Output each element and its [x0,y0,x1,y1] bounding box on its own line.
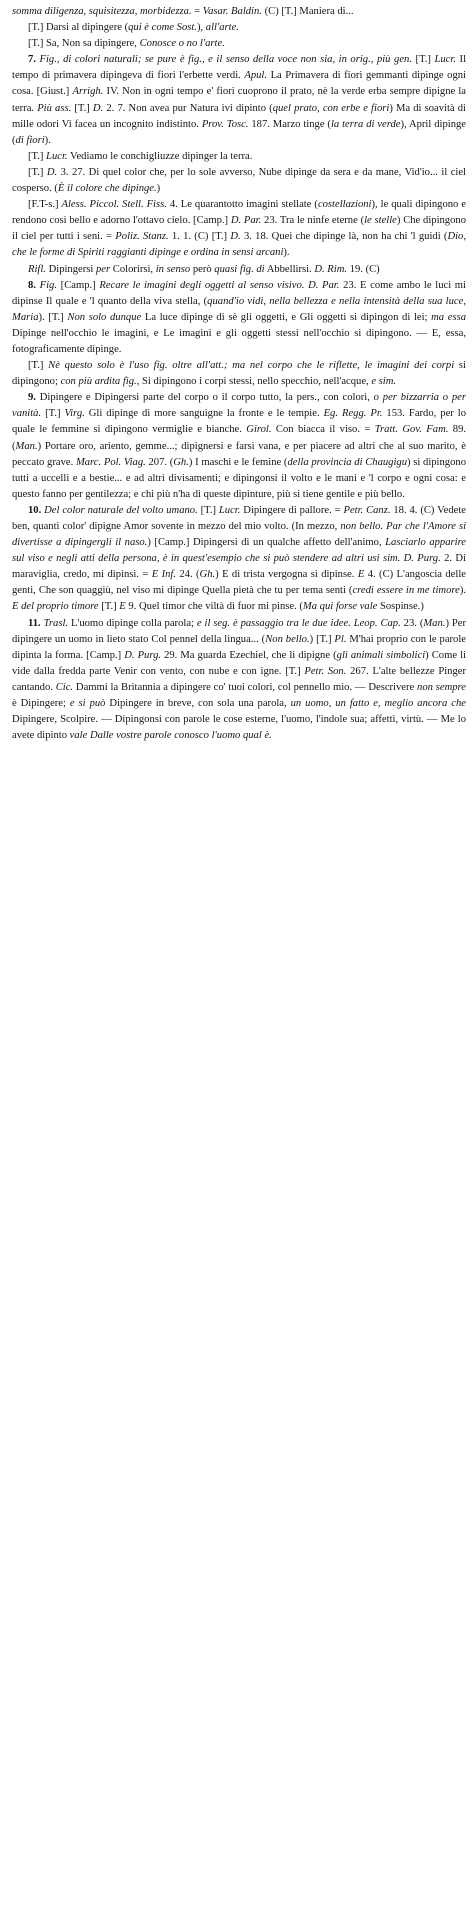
italic-segment: E [357,569,365,581]
paragraph [12,616,466,745]
italic-segment: Lasciarlo apparire sul viso e negli atti della persona, è in quest'esempio che si può stendere ad altri usi sim. D. Purg. [12,537,467,565]
italic-segment: credi essere in me timore [352,585,460,597]
italic-segment: Lucr. [434,54,456,66]
text-segment: ) Portare oro, ariento, gemme...; dipignersi e farsi vana, e per piacere ad altri che al suo marito, è peccato grave. [12,440,466,468]
text-segment: [T.] [98,601,120,613]
paragraph [12,358,466,390]
italic-segment: Virg. [64,408,85,420]
text-segment: Dammi la Britannia a dipingere co' tuoi colori, col pennello mio. — Descrivere [73,681,418,693]
text-segment: Dipingere di pallore. = [240,504,344,516]
text-segment: 24. ( [176,569,200,581]
text-segment: Il tempo di primavera dipingeva di fiori l'erbette verdi. [12,54,467,82]
text-segment: ), le quali dipingono e rendono così bello e adorno l'ottavo cielo. [Camp.] [12,199,467,227]
sense-number: 11. [28,617,41,629]
text-segment: 4. Le quarantotto imagini stellate ( [166,199,318,211]
text-segment: ) Ma di soavità di mille odori Vi facea un incognito indistinto. [12,102,467,130]
text-segment: = [191,6,203,17]
text-segment: ) [Camp.] Dipingersi di un qualche affetto dell'animo, [147,537,386,549]
text-segment: ). [44,134,51,146]
text-segment: (C) [T.] Maniera di... [261,6,354,17]
paragraph [12,20,466,36]
italic-segment: Nè questo solo è l'uso fig. oltre all'att.; ma nel corpo che le riflette, le imagini dei corpi [48,360,455,372]
italic-segment: D. Par. [230,215,262,227]
paragraph [12,149,466,165]
italic-segment: vale Dalle vostre parole conosco l'uomo qual è. [69,730,272,742]
italic-segment: Conosce o no l'arte. [139,38,225,50]
italic-segment: non sempre [417,681,466,693]
text-segment: La Primavera di fiori gemmanti dipinge ogni cosa. [Giust.] [12,70,467,98]
italic-segment: quel prato, con erbe e fiori [272,102,390,114]
italic-segment: Rifl. [28,263,46,275]
italic-segment: Del color naturale del volto umano. [44,504,198,516]
italic-segment: Non solo dunque [67,311,142,323]
italic-segment: Lucr. [46,150,68,162]
text-segment: ), April dipinge ( [12,118,466,146]
italic-segment: Gh. [199,569,216,581]
italic-segment: Apul. [244,70,268,82]
text-segment: [T.] Darsi al dipingere ( [28,22,129,34]
italic-segment: qui è come Sost. [128,22,197,34]
text-segment: [T.] [71,102,93,114]
paragraph [12,390,466,503]
text-segment: ) I maschi e le femine ( [188,456,288,468]
text-segment: Abbellirsi. [264,263,315,275]
text-segment: 3. 27. Di quel color che, per lo sole avverso, Nube dipinge da sera e da mane, Vid'io... il ciel cosperso. ( [12,166,466,195]
italic-segment: costellazioni [317,199,372,211]
italic-segment: Dio, che le forme di Spiriti raggianti dipinge e ordina in sensi arcani [12,231,466,259]
italic-segment: D. [92,102,104,114]
text-segment: 29. Ma guarda Ezechiel, che li dipigne ( [161,649,337,661]
text-segment: ) Come li vide dalla fredda parte Venir con vento, con nube e con igne. [T.] [12,649,466,677]
italic-segment: Petr. Son. [304,665,347,677]
text-segment: [Camp.] [57,279,100,291]
text-segment: ). [T.] [38,311,68,323]
paragraph [12,52,466,149]
italic-segment: Più ass. [37,102,72,114]
sense-number: 8. [28,279,36,291]
text-segment: L'uomo dipinge colla parola; [68,617,197,629]
text-segment: 89. ( [12,424,467,452]
text-segment: Dipingersi [45,263,96,275]
italic-segment: della provincia di Chaugigu [287,456,408,468]
italic-segment: e il seg. è passaggio tra le due idee. Leop. Cap. [196,617,401,629]
italic-segment: Arrigh. [72,86,104,98]
sense-number: 10. [28,504,42,516]
text-segment: 19. (C) [347,263,380,275]
italic-segment: un uomo, un fatto e, meglio ancora che [290,698,466,710]
text-segment: 267. L'alte bellezze Pinger cantando. [12,665,466,693]
text-segment: 207. ( [145,456,174,468]
text-segment: [T.] [411,54,435,66]
italic-segment: E Inf. [151,569,176,581]
italic-segment: Cic. [55,681,74,693]
italic-segment: o per bizzarria o per vanità. [12,392,466,420]
text-segment: [T.] [197,504,219,516]
text-segment: Vediamo le conchigliuzze dipinger la terra. [67,150,253,162]
text-segment: si dipingono; [12,360,466,388]
paragraph [12,4,466,20]
italic-segment: Poliz. Stanz. [115,231,169,243]
paragraph [12,165,466,197]
paragraph [12,36,466,52]
text-segment: 2. Di maraviglia, credo, mi dipinsi. = [12,553,466,581]
text-segment: ) E di trista vergogna si dipinse. [215,569,358,581]
italic-segment: E [119,601,126,613]
italic-segment: Marc. Pol. Viag. [75,456,146,468]
text-segment: 1. 1. (C) [T.] [168,231,231,243]
text-segment: M'hai proprio con le parole dipinta la forma. [Camp.] [12,633,466,661]
italic-segment: E del proprio timore [12,601,99,613]
italic-segment: gli animali simbolici [336,649,426,661]
text-segment: Dipingere, Scolpire. — Dipingonsi con parole le cose esterne, l'uomo, l'indole sua; affetti, virtù. — Me lo avete dipinto [12,714,466,742]
text-segment: [T.] [28,360,49,372]
text-segment: Dipingere e Dipingersi parte del corpo o il corpo tutto, la pers., con colori, [35,392,374,404]
italic-segment: D. [230,231,241,243]
italic-segment: la terra di verde [330,118,401,130]
text-segment: 2. 7. Non avea pur Natura ivi dipinto ( [103,102,273,114]
italic-segment: D. [46,166,58,178]
italic-segment: di fiori [15,134,45,146]
text-segment: , Si dipingono i corpi stessi, nello specchio, nell'acque, [136,376,372,388]
paragraph [12,262,466,278]
italic-segment: per [95,263,111,275]
italic-segment: non bello. Par che l'Amore si divertisse a dipingergli il naso. [12,521,467,549]
text-segment: Dipingere in breve, con sola una parola, [105,698,291,710]
text-segment: 18. 4. (C) Vedete ben, quanti color' dipigne Amor sovente in mezzo del mio volto. (In mezzo, [12,504,466,532]
italic-segment: con più ardita fig. [60,376,137,388]
italic-segment: Fig., di colori naturali; se pure è fig., e il senso della voce non sia, in orig., più gen. [39,54,412,66]
italic-segment: in senso [155,263,191,275]
text-segment: ) [T.] [309,633,335,645]
italic-segment: le stelle [364,215,397,227]
sense-number: 9. [28,392,36,404]
text-segment: ). [459,585,466,597]
text-segment: Sospinse.) [377,601,424,613]
italic-segment: Ma qui forse vale [302,601,378,613]
text-segment: [F.T-s.] [28,199,62,211]
text-segment: [T.] [41,408,65,420]
text-segment: 4. (C) L'angoscia delle genti, Che son quaggiù, nel viso mi dipinge Quella pietà che tu per tema senti ( [12,569,466,597]
text-segment: 153. Fardo, per lo quale le femmine si dipingono vermiglie e bianche. [12,408,467,436]
text-segment: La luce dipinge di sè gli oggetti, e Gli oggetti si dipingon di lei; [141,311,432,323]
text-segment: [T.] [28,150,47,162]
italic-segment: Prov. Tosc. [201,118,249,130]
paragraph [12,197,466,261]
text-segment: ) Che dipingono il ciel per tutti i seni. = [12,215,466,243]
italic-segment: somma diligenza, squisitezza, morbidezza. [12,6,192,17]
italic-segment: Gh. [173,456,189,468]
italic-segment: Aless. Piccol. Stell. Fiss. [61,199,167,211]
text-segment: 23. ( [400,617,424,629]
text-segment: [T.] Sa, Non sa dipingere, [28,38,140,50]
text-segment: ) si dipingono tutti a uccelli e a bestie... e ad altri divisamenti; e dipingonsi il volto e le mani e 'l corpo e ogni cosa: e questo fanno per gentilezza; e chi più n'ha di queste dipinture, più si tiene gentile e più bello. [12,456,466,500]
text-segment: è Dipingere; [12,698,70,710]
paragraph [12,503,466,616]
text-segment: ). [283,247,290,259]
text-segment: 9. Quel timor che viltà di fuor mi pinse. ( [125,601,303,613]
italic-segment: Trasl. [43,617,69,629]
italic-segment: Recare le imagini degli oggetti al senso visivo. D. Par. [99,279,340,291]
italic-segment: quand'io vidi, nella bellezza e nella intensità della sua luce, Maria [12,295,466,323]
text-segment: ), [196,22,206,34]
italic-segment: Fig. [39,279,57,291]
italic-segment: D. Rim. [314,263,348,275]
text-segment: IV. Non in ogni tempo e' fiori cuoprono il prato, nè la verde erba sempre dipigne la terra. [12,86,466,114]
italic-segment: e sim. [371,376,397,388]
text-segment: 23. E come ambo le luci mi dipinse Il quale e 'l quanto della viva stella, ( [12,279,466,307]
sense-number: 7. [28,54,36,66]
text-segment: ) [156,183,161,195]
italic-segment: quasi fig. di [214,263,265,275]
italic-segment: È il colore che dipinge. [57,183,157,195]
text-segment: Con biacca il viso. = [271,424,375,436]
italic-segment: D. Purg. [124,649,162,661]
italic-segment: Non bello. [265,633,310,645]
text-segment: Dipinge nell'occhio le imagini, e Le imagini e gli oggetti stessi nell'occhio si dipingono. — E, essa, fotograficamente dipinge. [12,327,466,355]
italic-segment: ma essa [431,311,466,323]
text-segment: però [190,263,215,275]
text-segment: ) Per dipingere un uomo in lieto stato Col pennel della lingua... ( [12,617,466,645]
text-segment: [T.] [28,166,47,178]
italic-segment: Eg. Regg. Pr. [323,408,383,420]
text-segment: 3. 18. Quei che dipinge là, non ha chi 'l guidi ( [240,231,448,243]
italic-segment: Pl. [334,633,347,645]
italic-segment: e si può [69,698,106,710]
italic-segment: Lucr. [218,504,241,516]
text-segment: Gli dipinge di more sanguigne la fronte e le tempie. [84,408,324,420]
italic-segment: Girol. [246,424,272,436]
text-segment: Colorirsi, [110,263,156,275]
text-segment: 23. Tra le ninfe eterne ( [261,215,365,227]
paragraph [12,278,466,358]
text-segment: 187. Marzo tinge ( [248,118,331,130]
italic-segment: Vasar. Baldin. [202,6,262,17]
italic-segment: Tratt. Gov. Fam. [374,424,449,436]
italic-segment: Man. [423,617,446,629]
italic-segment: Man. [15,440,38,452]
italic-segment: Petr. Canz. [343,504,391,516]
italic-segment: all'arte. [205,22,239,34]
